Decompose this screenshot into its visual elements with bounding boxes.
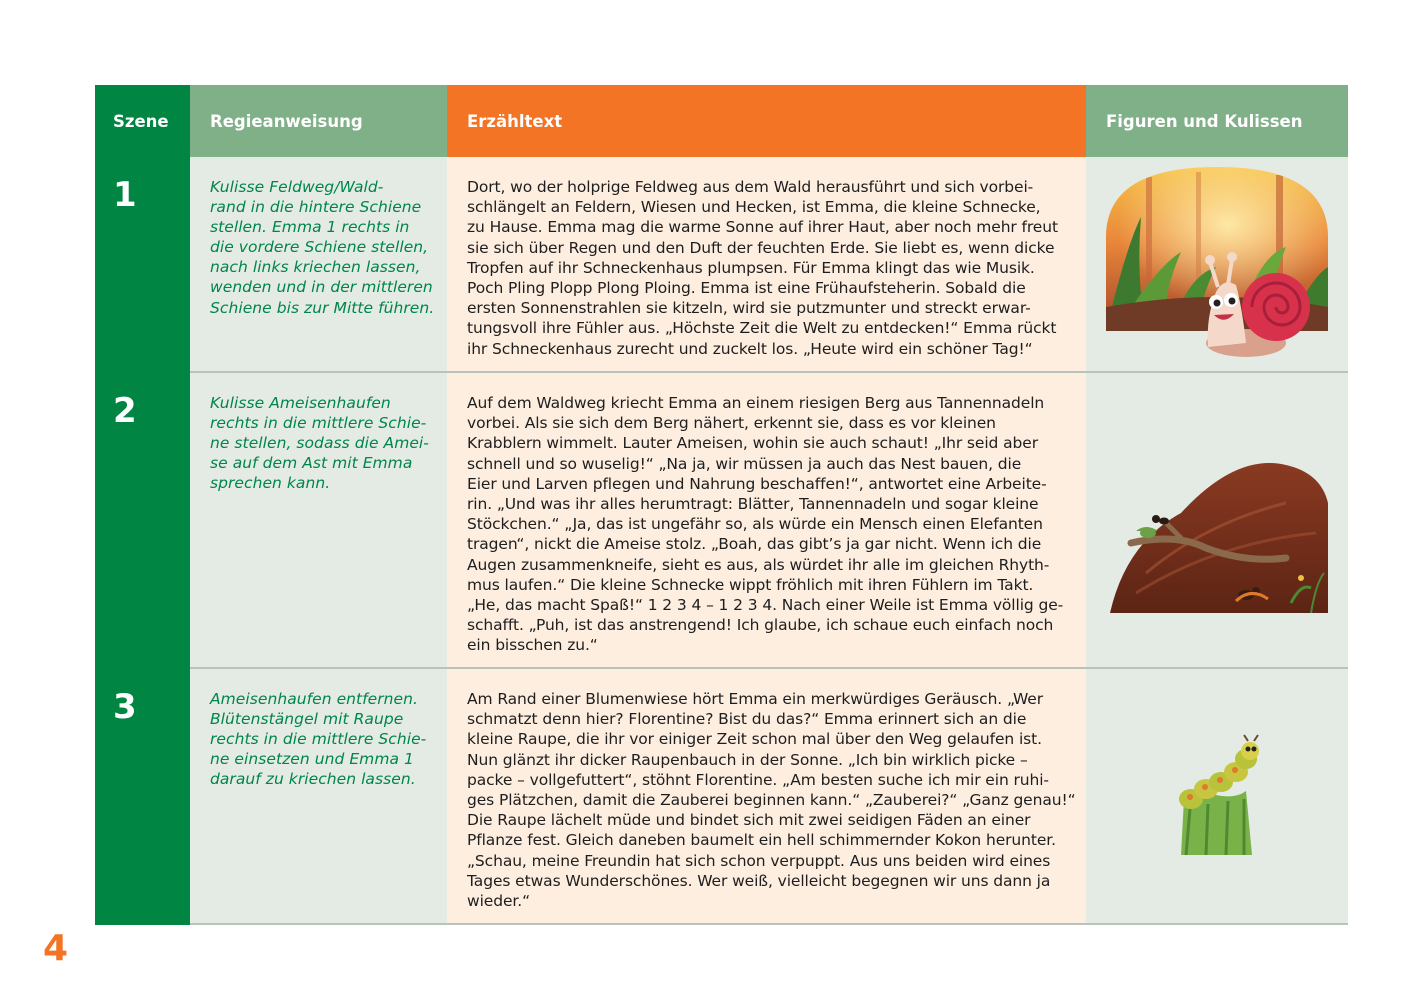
page-number: 4 <box>43 928 69 969</box>
table-row-scene-2 <box>95 373 1348 669</box>
header-figuren-kulissen: Figuren und Kulissen <box>1086 85 1348 157</box>
table-row-scene-3 <box>95 669 1348 925</box>
stage-direction: Kulisse Feldweg/Wald- rand in die hintere Schiene stellen. Emma 1 rechts in die vordere Schiene stellen, nach links kriechen lassen, wenden und in der mittleren Schiene bis zur Mitte führen. <box>210 178 435 317</box>
scene-number: 3 <box>113 687 137 727</box>
table-header <box>95 85 1348 157</box>
stage-direction: Ameisenhaufen entfernen. Blütenstängel mit Raupe rechts in die mittlere Schie- ne einsetzen und Emma 1 darauf zu kriechen lassen. <box>210 690 427 789</box>
scene-table <box>95 85 1348 925</box>
caterpillar-illustration <box>1086 669 1348 925</box>
header-szene: Szene <box>95 85 190 157</box>
header-erzaehltext: Erzähltext <box>447 85 1086 157</box>
anthill-with-ant-illustration <box>1086 373 1348 669</box>
scene-number: 1 <box>113 175 137 215</box>
narration-text: Am Rand einer Blumenwiese hört Emma ein merkwürdiges Geräusch. „Wer schmatzt denn hier? Florentine? Bist du das?“ Emma erinnert sich an die kleine Raupe, die ihr vor einiger Zeit schon mal über den Weg gelaufen ist. Nun glänzt ihr dicker Raupenbauch in der Sonne. „Ich bin wirklich picke – packe – vollgefuttert“, stöhnt Florentine. „Am besten suche ich mir ein ruhi- ges Plätzchen, damit die Zauberei beginnen kann.“ „Zauberei?“ „Ganz genau!“ Die Raupe lächelt müde und bindet sich mit zwei seidigen Fäden an einer Pflanze fest. Gleich daneben baumelt ein hell schimmernder Kokon herunter. „Schau, meine Freundin hat sich schon verpuppt. Aus uns beiden wird eines Tages etwas Wunderschönes. Wer weiß, vielleicht begegnen wir uns dann ja wieder.“ <box>467 690 1076 911</box>
narration-text: Auf dem Waldweg kriecht Emma an einem riesigen Berg aus Tannennadeln vorbei. Als sie sich dem Berg nähert, erkennt sie, dass es vor kleinen Krabblern wimmelt. Lauter Ameisen, wohin sie auch schaut! „Ihr seid aber schnell und so wuselig!“ „Na ja, wir müssen ja auch das Nest bauen, die Eier und Larven pflegen und Nahrung beschaffen!“, antwortet eine Arbeite- rin. „Und was ihr alles herumtragt: Blätter, Tannennadeln und sogar kleine Stöckchen.“ „Ja, das ist ungefähr so, als würde ein Mensch einen Elefanten tragen“, nickt die Ameise stolz. „Boah, das gibt’s ja gar nicht. Wenn ich die Augen zusammenkneife, sieht es aus, als würdet ihr alle im gleichen Rhyth- mus laufen.“ Die kleine Schnecke wippt fröhlich mit ihren Fühlern im Takt. „He, das macht Spaß!“ 1 2 3 4 – 1 2 3 4. Nach einer Weile ist Emma völlig ge- schafft. „Puh, ist das anstrengend! Ich glaube, ich schaue euch einfach noch ein bisschen zu.“ <box>467 394 1064 655</box>
stage-direction: Kulisse Ameisenhaufen rechts in die mittlere Schie- ne stellen, sodass die Amei- se auf dem Ast mit Emma sprechen kann. <box>210 394 429 493</box>
forest-edge-illustration <box>1086 157 1348 373</box>
scene-number: 2 <box>113 391 137 431</box>
snail-emma-illustration <box>1086 157 1348 373</box>
anthill-illustration <box>1086 373 1348 669</box>
header-regieanweisung: Regieanweisung <box>190 85 447 157</box>
table-row-scene-1 <box>95 157 1348 373</box>
narration-text: Dort, wo der holprige Feldweg aus dem Wald herausführt und sich vorbei- schlängelt an Feldern, Wiesen und Hecken, ist Emma, die kleine Schnecke, zu Hause. Emma mag die warme Sonne auf ihrer Haut, aber noch mehr freut sie sich über Regen und den Duft der feuchten Erde. Sie liebt es, wenn dicke Tropfen auf ihr Schneckenhaus plumpsen. Für Emma klingt das wie Musik. Poch Pling Plopp Plong Ploing. Emma ist eine Frühaufsteherin. Sobald die ersten Sonnenstrahlen sie kitzeln, wird sie putzmunter und streckt erwar- tungsvoll ihre Fühler aus. „Höchste Zeit die Welt zu entdecken!“ Emma rückt ihr Schneckenhaus zurecht und zuckelt los. „Heute wird ein schöner Tag!“ <box>467 178 1058 358</box>
caterpillar-on-stem-illustration <box>1086 669 1348 925</box>
